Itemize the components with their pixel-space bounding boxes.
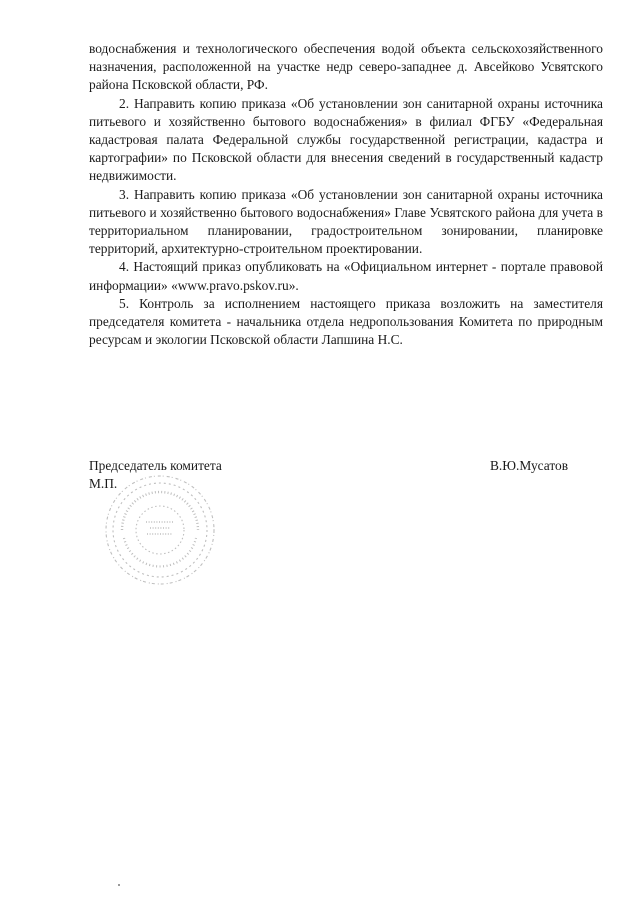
paragraph-item-2: 2. Направить копию приказа «Об установлении зон санитарной охраны источника питьевого и хозяйственно бытового водоснабжения» в филиал ФГБУ «Федеральная кадастровая палата Федеральной службы государственной регистрации, кадастра и картографии» по Псковской области для внесения сведений в государственный кадастр недвижимости. <box>89 95 603 184</box>
document-body <box>89 40 603 349</box>
round-seal-stamp-icon <box>100 470 220 590</box>
paragraph-item-3: 3. Направить копию приказа «Об установлении зон санитарной охраны источника питьевого и хозяйственно бытового водоснабжения» Главе Усвятского района для учета в территориальном планировании, градостроительном зонировании, планировке территорий, архитектурно-строительном проектировании. <box>89 186 603 257</box>
paragraph-continuation: водоснабжения и технологического обеспечения водой объекта сельскохозяйственного назначения, расположенной на участке недр северо-западнее д. Авсейково Усвятского района Псковской области, РФ. <box>89 41 603 93</box>
scan-speck <box>118 884 120 886</box>
signatory-name: В.Ю.Мусатов <box>490 458 569 473</box>
signatory-title: Председатель комитета <box>89 458 222 473</box>
seal-place-label: М.П. <box>89 476 118 491</box>
paragraph-item-4: 4. Настоящий приказ опубликовать на «Официальном интернет - портале правовой информации» «www.pravo.pskov.ru». <box>89 259 603 293</box>
paragraph-item-5: 5. Контроль за исполнением настоящего приказа возложить на заместителя председателя комитета - начальника отдела недропользования Комитета по природным ресурсам и экологии Псковской области Лапшина Н.С. <box>89 295 603 348</box>
